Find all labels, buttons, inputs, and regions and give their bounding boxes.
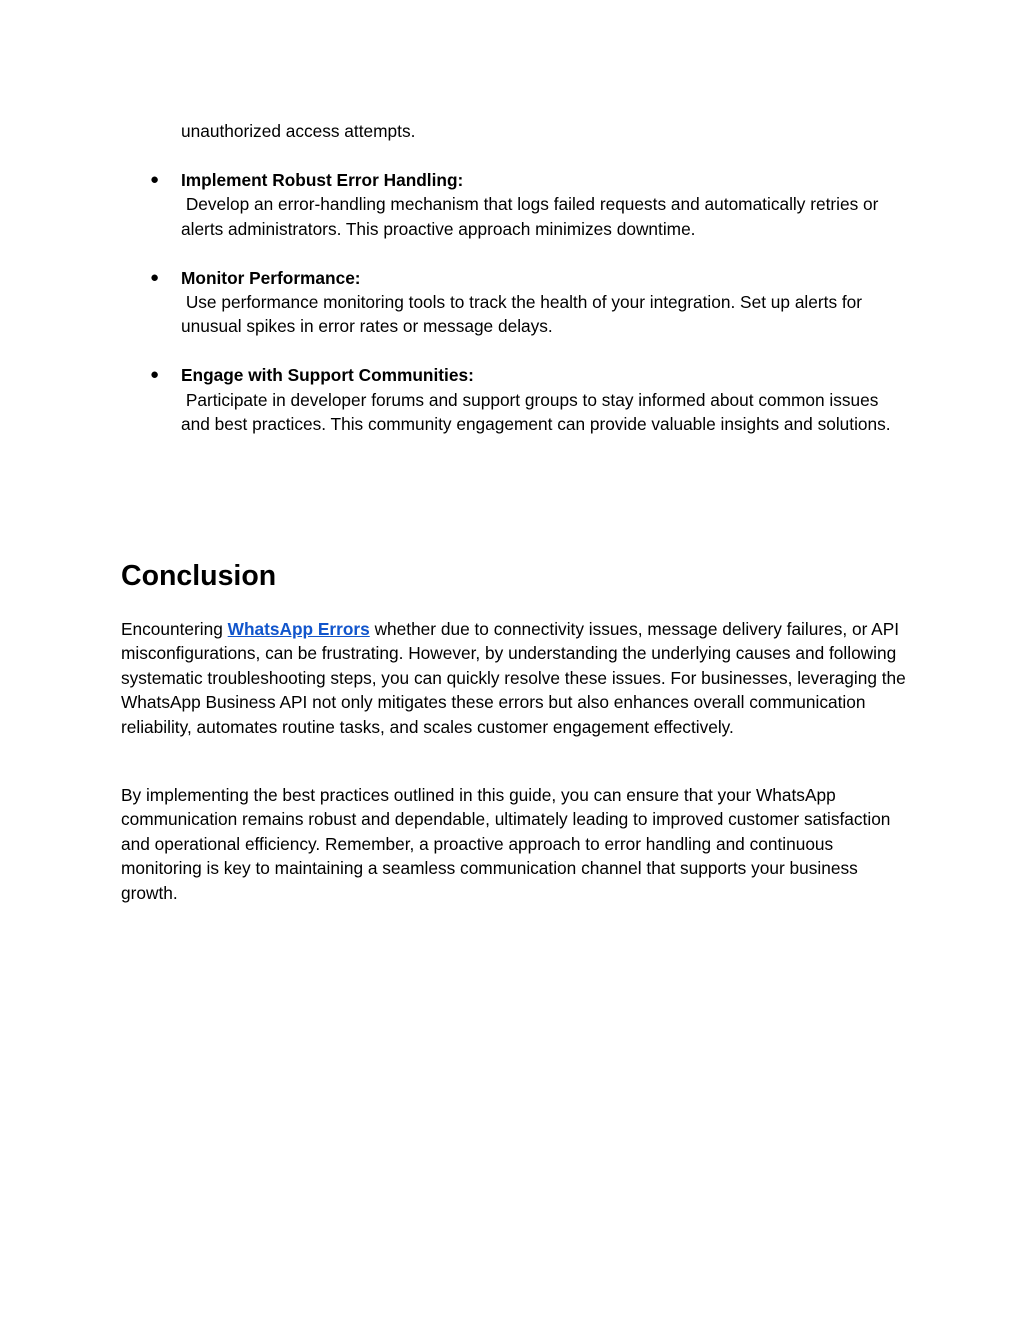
bullet-body: Participate in developer forums and support groups to stay informed about common issues and best practices. This community engagement can provide valuable insights and solutions. [181,389,891,435]
conclusion-heading: Conclusion [121,560,277,592]
paragraph-text: whether due to connectivity issues, message delivery failures, or API misconfigurations, can be frustrating. However, by understanding the underlying causes and following systematic troubleshooting steps, you can quickly resolve these issues. For businesses, leveraging the WhatsApp Business API not only mitigates these errors but also enhances overall communication reliability, automates routine tasks, and scales customer engagement effectively. [121,619,906,737]
list-item [0,168,911,241]
paragraph-text: Encountering [121,619,228,639]
bullet-icon: ● [150,268,160,286]
bullet-icon: ● [150,366,160,384]
bullet-title: Implement Robust Error Handling: [181,170,464,190]
bullet-body: Develop an error-handling mechanism that logs failed requests and automatically retries or alerts administrators. This proactive approach minimizes downtime. [181,194,884,239]
bullet-icon: ● [150,171,160,188]
list-item [0,363,911,436]
bullet-title: Engage with Support Communities: [181,365,474,386]
continued-text: unauthorized access attempts. [181,121,416,141]
list-item [0,266,911,339]
conclusion-paragraph-1 [121,617,911,739]
conclusion-paragraph-2: By implementing the best practices outlined in this guide, you can ensure that your WhatsApp communication remains robust and dependable, ultimately leading to improved customer satisfaction and operational efficiency. Remember, a proactive approach to error handling and continuous monitoring is key to maintaining a seamless communication channel that supports your business growth. [121,785,891,903]
best-practices-list [0,168,1024,461]
whatsapp-errors-link[interactable]: WhatsApp Errors [227,619,370,639]
bullet-title: Monitor Performance: [181,267,361,288]
bullet-body: Use performance monitoring tools to track the health of your integration. Set up alerts for unusual spikes in error rates or message delays. [181,292,867,337]
